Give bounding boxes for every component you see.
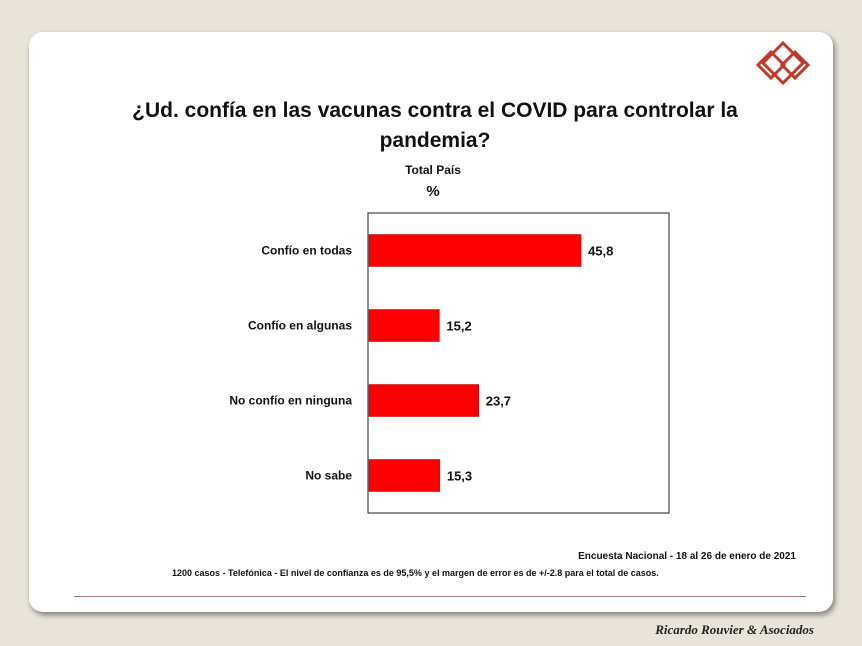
footer-divider [74,596,806,597]
survey-note: Encuesta Nacional - 18 al 26 de enero de 2021 [578,551,796,562]
category-label: No confío en ninguna [229,393,352,408]
chart-title: ¿Ud. confía en las vacunas contra el COVID para controlar la pandemia? [132,99,738,152]
bar [369,385,479,417]
bar [369,310,439,342]
data-label: 23,7 [485,393,512,409]
category-label: Confío en algunas [247,318,352,333]
category-label: No sabe [305,468,352,483]
data-label: 15,3 [446,468,473,484]
data-label: 45,8 [588,243,614,259]
data-label: 15,2 [446,318,472,334]
chart-subtitle: Total País [405,163,461,177]
bar [369,460,440,492]
brand-name: Ricardo Rouvier & Asociados [655,622,814,637]
methodology-note: 1200 casos - Telefónica - El nivel de confianza es de 95,5% y el margen de error es de +/-2.8 para el total de casos. [172,568,659,578]
bar [369,235,581,267]
chart-unit: % [426,183,440,200]
category-label: Confío en todas [261,243,352,258]
